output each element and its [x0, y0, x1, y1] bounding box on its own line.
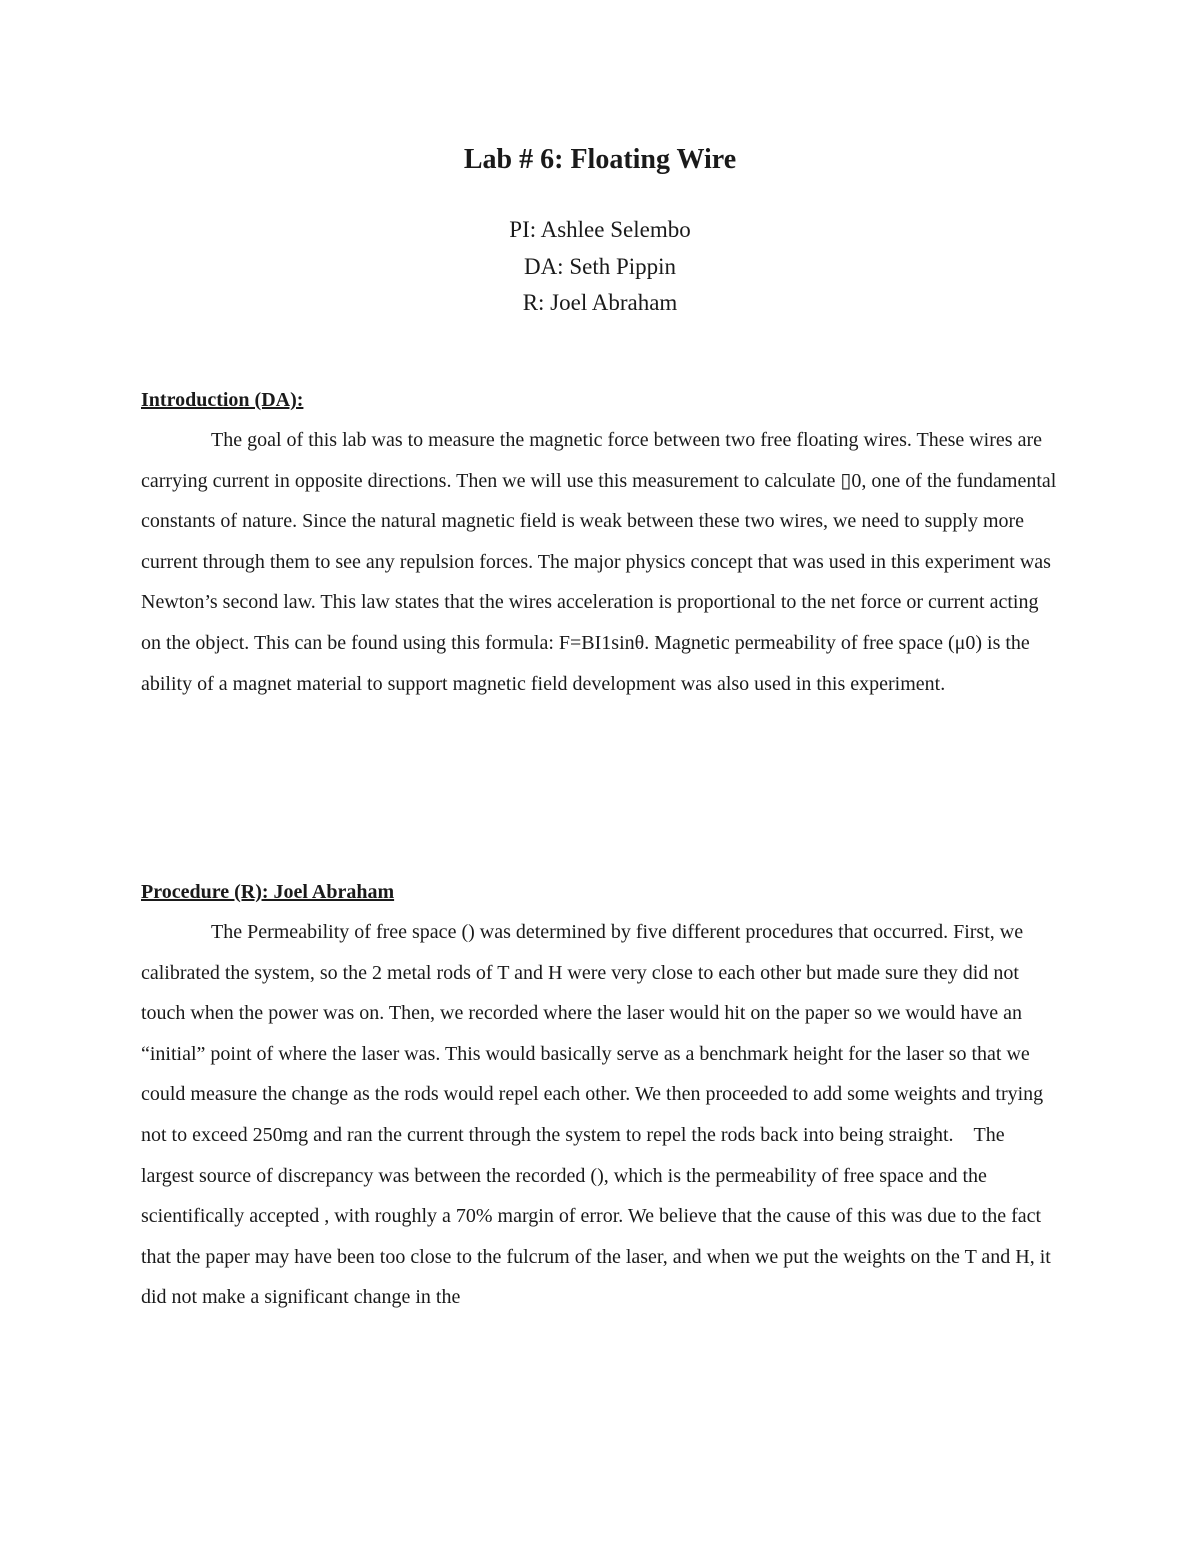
- author-pi: PI: Ashlee Selembo: [509, 217, 691, 242]
- author-r: R: Joel Abraham: [522, 290, 678, 315]
- author-da: DA: Seth Pippin: [523, 254, 677, 279]
- introduction-heading: Introduction (DA):: [141, 389, 304, 411]
- procedure-heading: Procedure (R): Joel Abraham: [141, 881, 395, 903]
- document-title: Lab # 6: Floating Wire: [463, 144, 737, 175]
- introduction-body: The goal of this lab was to measure the magnetic force between two free floating wires. These wires are carrying current in opposite directions. Then we will use this measurement to calculate ▯0, one of the fundamental constants of nature. Since the natural magnetic field is weak between these two wires, we need to supply more current through them to see any repulsion forces. The major physics concept that was used in this experiment was Newton’s second law. This law states that the wires acceleration is proportional to the net force or current acting on the object. This can be found using this formula: F=BI1sinθ. Magnetic permeability of free space (μ0) is the ability of a magnet material to support magnetic field development was also used in this experiment.: [141, 429, 1057, 695]
- procedure-body: The Permeability of free space () was determined by five different procedures that occurred. First, we calibrated the system, so the 2 metal rods of T and H were very close to each other but made sure they did not touch when the power was on. Then, we recorded where the laser would hit on the paper so we would have an “initial” point of where the laser was. This would basically serve as a benchmark height for the laser so that we could measure the change as the rods would repel each other. We then proceeded to add some weights and trying not to exceed 250mg and ran the current through the system to repel the rods back into being straight. The largest source of discrepancy was between the recorded (), which is the permeability of free space and the scientifically accepted , with roughly a 70% margin of error. We believe that the cause of this was due to the fact that the paper may have been too close to the fulcrum of the laser, and when we put the weights on the T and H, it did not make a significant change in the: [141, 921, 1051, 1309]
